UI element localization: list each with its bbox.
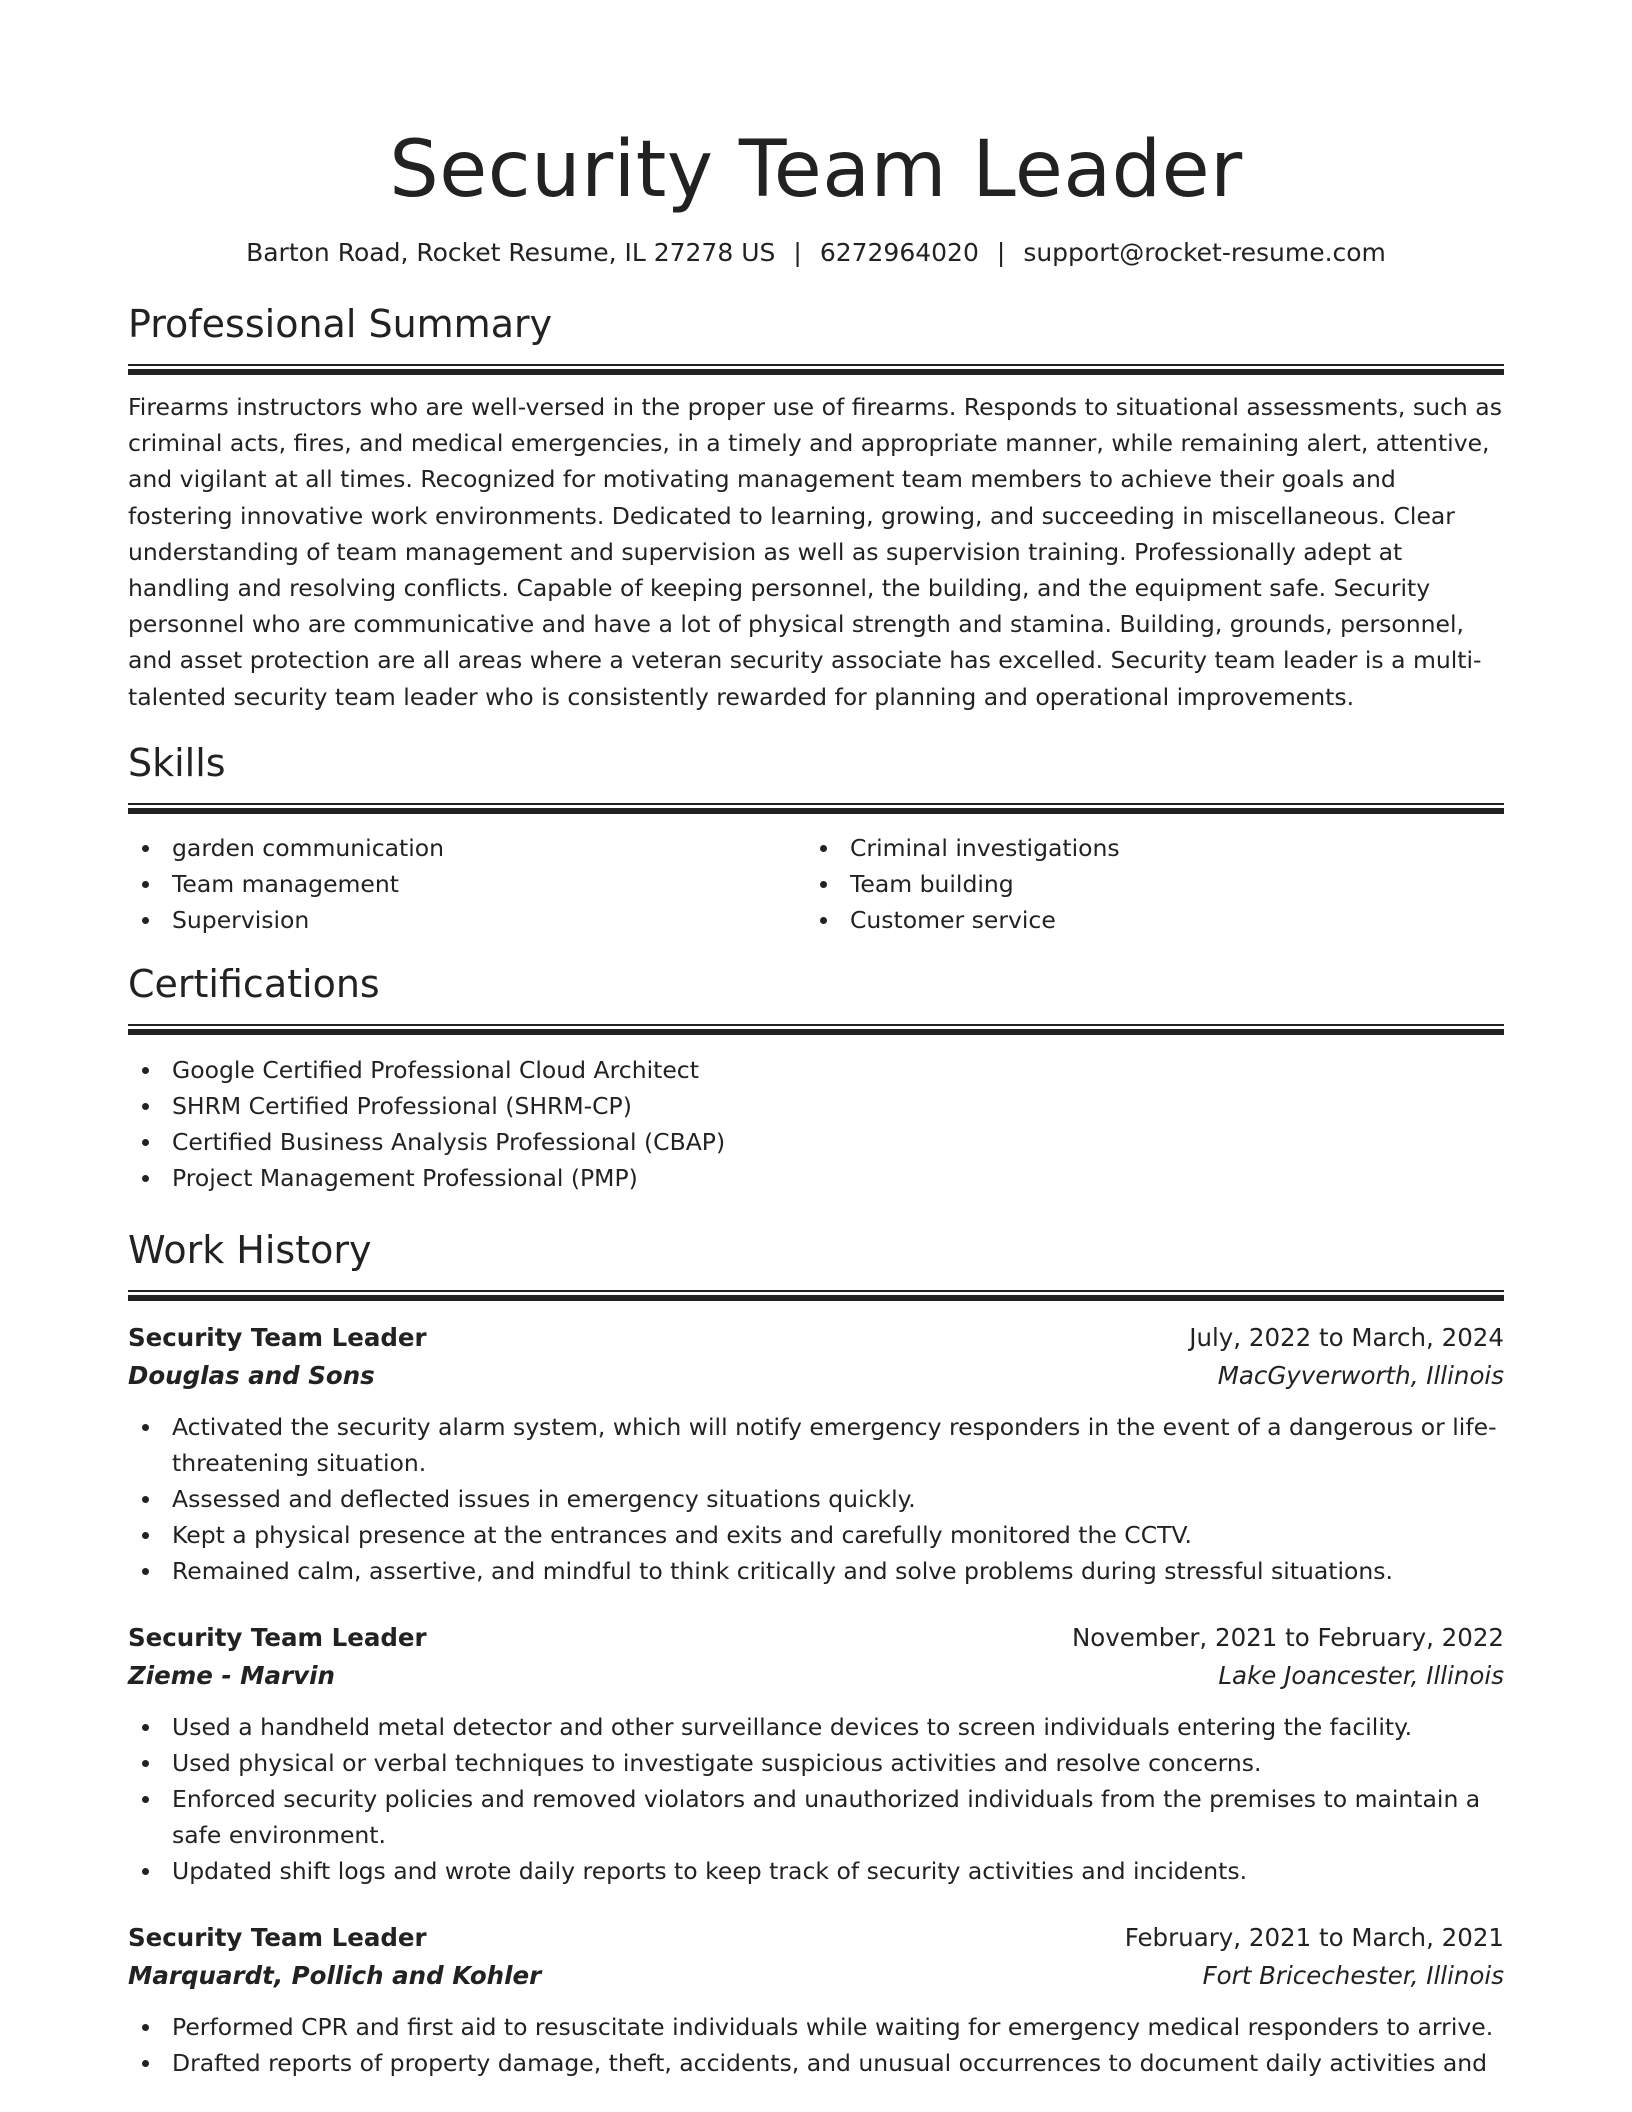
skills-grid (128, 830, 1504, 938)
job-bullet: Kept a physical presence at the entrances and exits and carefully monitored the CCTV. (128, 1517, 1504, 1553)
section-title-work-history: Work History (128, 1227, 372, 1272)
section-divider (128, 803, 1504, 814)
job-company-row (128, 1957, 1504, 1995)
job-bullet: Assessed and deflected issues in emergency situations quickly. (128, 1481, 1504, 1517)
job-entry (128, 1619, 1504, 1889)
job-title: Security Team Leader (128, 1922, 427, 1952)
job-company-row (128, 1657, 1504, 1695)
section-title-skills: Skills (128, 740, 226, 785)
certifications-list (128, 1052, 1504, 1196)
skills-section (128, 739, 1504, 938)
job-company-row (128, 1357, 1504, 1395)
summary-section (128, 300, 1504, 715)
job-dates: November, 2021 to February, 2022 (1071, 1622, 1504, 1652)
certification-item: Certified Business Analysis Professional (CBAP) (128, 1124, 1504, 1160)
job-bullet: Activated the security alarm system, which will notify emergency responders in the event of a dangerous or life-threatening situation. (128, 1409, 1504, 1481)
contact-separator: | (793, 238, 802, 267)
certification-item: Google Certified Professional Cloud Architect (128, 1052, 1504, 1088)
job-company: Douglas and Sons (128, 1360, 375, 1390)
job-title: Security Team Leader (128, 1322, 427, 1352)
skill-item: Team management (128, 866, 806, 902)
job-location: MacGyverworth, Illinois (1217, 1360, 1504, 1390)
skill-item: Criminal investigations (806, 830, 1484, 866)
job-location: Lake Joancester, Illinois (1218, 1660, 1504, 1690)
work-history-section (128, 1226, 1504, 2081)
job-company: Zieme - Marvin (128, 1660, 335, 1690)
job-company: Marquardt, Pollich and Kohler (128, 1960, 542, 1990)
skills-column-left (128, 830, 806, 938)
job-bullet: Drafted reports of property damage, theft, accidents, and unusual occurrences to document daily activities and (128, 2045, 1504, 2081)
job-bullets (128, 1709, 1504, 1889)
job-header-row (128, 1319, 1504, 1357)
job-location: Fort Bricechester, Illinois (1202, 1960, 1504, 1990)
skills-column-right (806, 830, 1484, 938)
job-title: Security Team Leader (128, 1622, 427, 1652)
section-title-summary: Professional Summary (128, 302, 553, 346)
job-bullet: Enforced security policies and removed violators and unauthorized individuals from the premises to maintain a safe environment. (128, 1781, 1504, 1853)
job-bullet: Used physical or verbal techniques to investigate suspicious activities and resolve concerns. (128, 1745, 1504, 1781)
job-bullets (128, 2009, 1504, 2081)
job-bullet: Used a handheld metal detector and other surveillance devices to screen individuals entering the facility. (128, 1709, 1504, 1745)
job-entry (128, 1919, 1504, 2081)
job-bullet: Performed CPR and first aid to resuscitate individuals while waiting for emergency medical responders to arrive. (128, 2009, 1504, 2045)
skill-item: Team building (806, 866, 1484, 902)
contact-email: support@rocket-resume.com (1023, 238, 1386, 267)
contact-address: Barton Road, Rocket Resume, IL 27278 US (246, 238, 776, 267)
summary-text: Firearms instructors who are well-versed in the proper use of firearms. Responds to situational assessments, such as criminal acts, fires, and medical emergencies, in a timely and appropriate manner, while remaining alert, attentive, and vigilant at all times. Recognized for motivating management team members to achieve their goals and fostering innovative work environments. Dedicated to learning, growing, and succeeding in miscellaneous. Clear understanding of team management and supervision as well as supervision training. Professionally adept at handling and resolving conflicts. Capable of keeping personnel, the building, and the equipment safe. Security personnel who are communicative and have a lot of physical strength and stamina. Building, grounds, personnel, and asset protection are all areas where a veteran security associate has excelled. Security team leader is a multi-talented security team leader who is consistently rewarded for planning and operational improvements. (128, 393, 1502, 711)
page-title: Security Team Leader (389, 125, 1243, 215)
job-dates: July, 2022 to March, 2024 (1189, 1322, 1504, 1352)
skill-item: Supervision (128, 902, 806, 938)
contact-phone: 6272964020 (819, 238, 979, 267)
section-title-certifications: Certifications (128, 961, 380, 1006)
job-bullets (128, 1409, 1504, 1589)
resume-page (128, 0, 1504, 2081)
contact-separator: | (996, 238, 1006, 267)
certification-item: Project Management Professional (PMP) (128, 1160, 1504, 1196)
section-divider (128, 364, 1504, 375)
certifications-section (128, 960, 1504, 1196)
certification-item: SHRM Certified Professional (SHRM-CP) (128, 1088, 1504, 1124)
skill-item: garden communication (128, 830, 806, 866)
section-divider (128, 1290, 1504, 1301)
job-header-row (128, 1919, 1504, 1957)
job-bullet: Updated shift logs and wrote daily reports to keep track of security activities and incidents. (128, 1853, 1504, 1889)
contact-line (128, 236, 1504, 270)
job-header-row (128, 1619, 1504, 1657)
job-bullet: Remained calm, assertive, and mindful to think critically and solve problems during stressful situations. (128, 1553, 1504, 1589)
section-divider (128, 1024, 1504, 1035)
job-dates: February, 2021 to March, 2021 (1124, 1922, 1504, 1952)
skill-item: Customer service (806, 902, 1484, 938)
job-entry (128, 1319, 1504, 1589)
